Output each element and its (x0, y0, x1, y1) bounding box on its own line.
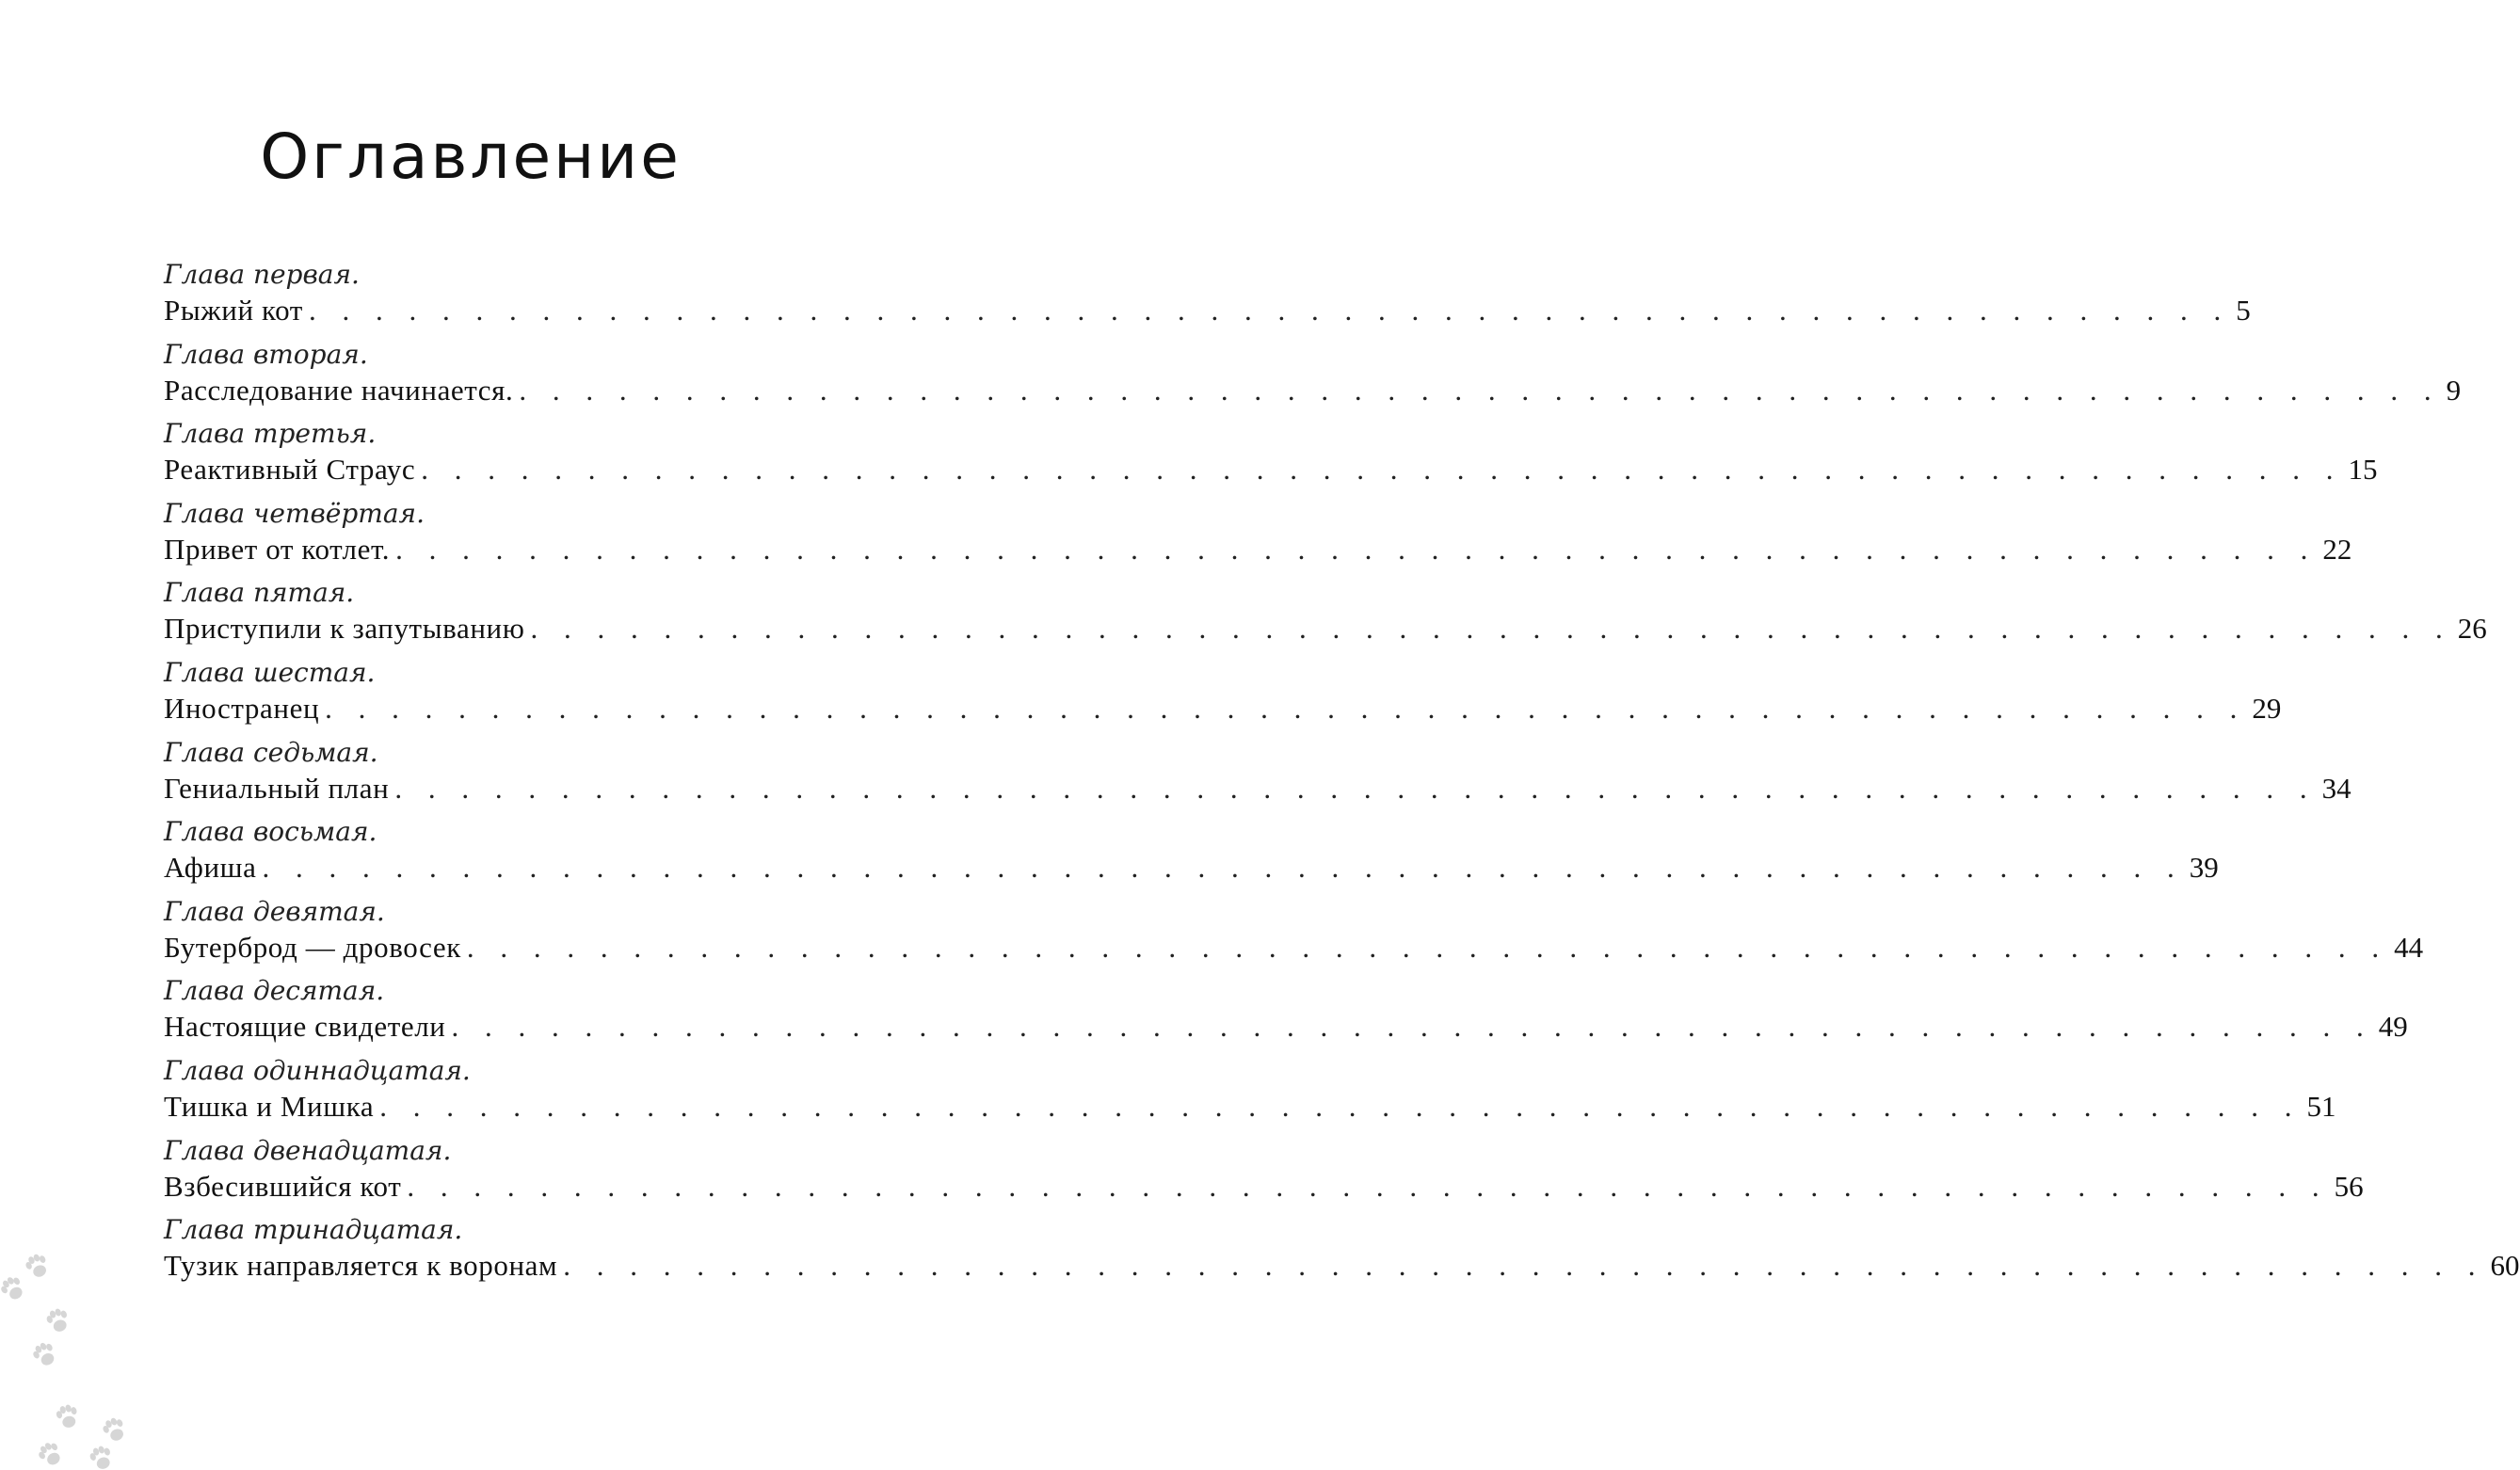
page-number: 34 (2321, 771, 2351, 805)
toc-entry[interactable] (164, 497, 2352, 577)
page-number: 44 (2394, 930, 2424, 964)
dot-leader: . . . . . . . . . . . . . . . . . . . . . . . . . . . . . . . . . . . . . . . . . . . . . . . . . . . . . . . . . . (394, 771, 2317, 805)
toc-entry[interactable] (164, 338, 2462, 418)
chapter-label: Глава пятая. (164, 577, 355, 609)
page-number: 39 (2189, 851, 2219, 885)
toc-entry[interactable] (164, 736, 2351, 816)
chapter-title: Приступили к запутыванию (164, 612, 525, 646)
chapter-title: Расследование начинается. (164, 373, 514, 407)
page-number: 15 (2348, 453, 2378, 487)
page-number: 22 (2322, 532, 2352, 566)
chapter-title: Взбесившийся кот (164, 1169, 402, 1203)
dot-leader: . . . . . . . . . . . . . . . . . . . . . . . . . . . . . . . . . . . . . . . . . . . . . . . . . . . . . . . . . . (421, 453, 2343, 487)
dot-leader: . . . . . . . . . . . . . . . . . . . . . . . . . . . . . . . . . . . . . . . . . . . . . . . . . . . . . . . . . . (563, 1249, 2485, 1283)
chapter-title: Иностранец (164, 691, 320, 725)
page-title: Оглавление (260, 120, 682, 193)
page-number: 56 (2334, 1169, 2364, 1203)
dot-leader: . . . . . . . . . . . . . . . . . . . . . . . . . . . . . . . . . . . . . . . . . . . . . . . . . . . . . . . . . . (395, 532, 2318, 566)
chapter-title: Афиша (164, 851, 257, 885)
page-number: 49 (2378, 1010, 2408, 1044)
page-number: 60 (2490, 1249, 2520, 1283)
paw-print-icon (24, 1252, 52, 1281)
dot-leader: . . . . . . . . . . . . . . . . . . . . . . . . . . . . . . . . . . . . . . . . . . . . . . . . . . . . . . . . . . (530, 612, 2452, 646)
dot-leader: . . . . . . . . . . . . . . . . . . . . . . . . . . . . . . . . . . . . . . . . . . . . . . . . . . . . . . . . . . (466, 930, 2389, 964)
chapter-title: Бутерброд — дровосек (164, 930, 461, 964)
toc-entry[interactable] (164, 974, 2408, 1054)
chapter-label: Глава седьмая. (164, 736, 378, 768)
dot-leader: . . . . . . . . . . . . . . . . . . . . . . . . . . . . . . . . . . . . . . . . . . . . . . . . . . . . . . . . . . (379, 1089, 2302, 1123)
page-number: 51 (2306, 1089, 2336, 1123)
toc-entry[interactable] (164, 258, 2251, 338)
toc-entry[interactable] (164, 1134, 2364, 1214)
chapter-title: Тишка и Мишка (164, 1089, 375, 1123)
toc-entry[interactable] (164, 1213, 2520, 1293)
paw-print-icon (0, 1273, 27, 1303)
paw-prints-decoration (0, 1242, 151, 1470)
page-number: 29 (2252, 691, 2282, 725)
toc-entry[interactable] (164, 895, 2424, 975)
chapter-label: Глава четвёртая. (164, 497, 425, 529)
paw-print-icon (55, 1403, 80, 1430)
dot-leader: . . . . . . . . . . . . . . . . . . . . . . . . . . . . . . . . . . . . . . . . . . . . . . . . . . . . . . . . . . (519, 373, 2441, 407)
chapter-label: Глава одиннадцатая. (164, 1054, 471, 1086)
toc-entry[interactable] (164, 815, 2219, 895)
chapter-title: Рыжий кот (164, 294, 303, 327)
chapter-label: Глава третья. (164, 418, 377, 450)
toc-entry[interactable] (164, 1054, 2336, 1134)
chapter-title: Привет от котлет. (164, 532, 391, 566)
dot-leader: . . . . . . . . . . . . . . . . . . . . . . . . . . . . . . . . . . . . . . . . . . . . . . . . . . . . . . . . . . (451, 1010, 2373, 1044)
toc-entry[interactable] (164, 576, 2487, 656)
chapter-label: Глава восьмая. (164, 816, 377, 848)
chapter-title: Тузик направляется к воронам (164, 1249, 558, 1283)
dot-leader: . . . . . . . . . . . . . . . . . . . . . . . . . . . . . . . . . . . . . . . . . . . . . . . . . . . . . . . . . . (325, 691, 2247, 725)
chapter-label: Глава первая. (164, 259, 360, 290)
page-number: 5 (2236, 294, 2251, 327)
chapter-title: Гениальный план (164, 771, 390, 805)
paw-print-icon (88, 1444, 115, 1470)
toc-entry[interactable] (164, 656, 2282, 736)
table-of-contents (164, 258, 2520, 1293)
chapter-title: Реактивный Страус (164, 453, 416, 487)
chapter-label: Глава двенадцатая. (164, 1134, 452, 1166)
paw-print-icon (36, 1439, 66, 1469)
chapter-label: Глава десятая. (164, 975, 385, 1007)
paw-print-icon (101, 1415, 129, 1445)
dot-leader: . . . . . . . . . . . . . . . . . . . . . . . . . . . . . . . . . . . . . . . . . . . . . . . . . . . . . . . . . . (262, 851, 2184, 885)
toc-entry[interactable] (164, 417, 2378, 497)
chapter-label: Глава вторая. (164, 338, 368, 370)
chapter-label: Глава девятая. (164, 895, 385, 927)
page-number: 9 (2446, 373, 2462, 407)
chapter-title: Настоящие свидетели (164, 1010, 446, 1044)
chapter-label: Глава шестая. (164, 656, 376, 688)
paw-print-icon (44, 1306, 72, 1334)
dot-leader: . . . . . . . . . . . . . . . . . . . . . . . . . . . . . . . . . . . . . . . . . . . . . . . . . . . . . . . . . . (308, 294, 2231, 327)
dot-leader: . . . . . . . . . . . . . . . . . . . . . . . . . . . . . . . . . . . . . . . . . . . . . . . . . . . . . . . . . . (407, 1169, 2329, 1203)
chapter-label: Глава тринадцатая. (164, 1214, 463, 1246)
page-number: 26 (2457, 612, 2487, 646)
paw-print-icon (30, 1339, 59, 1369)
